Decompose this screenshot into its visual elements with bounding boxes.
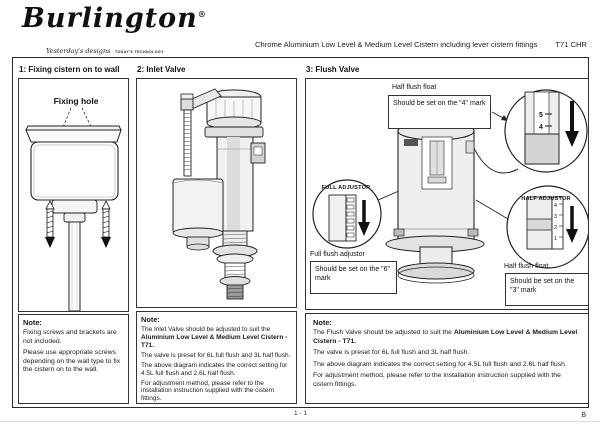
valve-latch xyxy=(404,139,418,146)
note-paragraph: The valve is preset for 6L full flush and 3L half flush. xyxy=(313,349,470,357)
cistern-body xyxy=(31,142,118,200)
note-paragraph: The Inlet Valve should be adjusted to suit the Aluminium Low Level & Medium Level Cistern - T71. xyxy=(141,326,288,349)
flush-valve-body xyxy=(394,117,478,243)
inlet-valve-diagram xyxy=(137,79,296,307)
panel1-diagram-box xyxy=(18,78,129,312)
valve-shank xyxy=(213,231,257,299)
cistern-lid xyxy=(26,130,121,142)
panel2-title: 2: Inlet Valve xyxy=(137,65,186,74)
panel2-note-box xyxy=(136,311,297,404)
flush-pipe xyxy=(69,222,80,311)
panel1-title: 1: Fixing cistern on to wall xyxy=(19,65,120,74)
float-edge xyxy=(525,134,559,164)
cistern-wall-fixing-diagram xyxy=(19,79,128,311)
brand-tagline: Yesterday's designs TODAY'S TECHNOLOGY xyxy=(46,47,164,55)
half-flush-float-bottom-note: Should be set on the "3" mark xyxy=(505,273,589,306)
panel2-diagram-box xyxy=(136,78,297,308)
model-code: T71 CHR xyxy=(555,40,587,49)
document-title: Chrome Aluminium Low Level & Medium Level Cistern including lever cistern fittings xyxy=(254,40,538,49)
flush-valve-base xyxy=(386,236,484,283)
scale-digit: 1 xyxy=(554,236,558,242)
note-paragraph: The above diagram indicates the correct setting for 4.5L full flush and 2.6L half flush. xyxy=(313,360,567,368)
scale-digit: 2 xyxy=(554,225,558,231)
page-number: 1 - 1 xyxy=(293,410,307,417)
fixing-hole-label: Fixing hole xyxy=(53,96,99,106)
full-flush-adjustor-note: Should be set on the "6" mark xyxy=(310,261,397,294)
panel3-note-box xyxy=(305,313,589,404)
brand-name: Burlington® xyxy=(22,3,207,34)
note-paragraph: Please use appropriate screws depending on the wall type to fix the cistern on to the wall. xyxy=(23,349,121,374)
scale-digit: 4 xyxy=(554,203,558,209)
scale-digit: 3 xyxy=(554,214,558,220)
float-body xyxy=(173,179,223,250)
document-header xyxy=(150,40,587,49)
panel1-note-box xyxy=(18,314,129,404)
scale-mark-5: 5 xyxy=(539,112,543,119)
note-paragraph: For adjustment method, please refer to the installation instruction supplied with the cistern fittings. xyxy=(141,379,275,403)
valve-column xyxy=(217,137,265,231)
note-paragraph: For adjustment method, please refer to the installation instruction supplied with the cistern fittings. xyxy=(313,372,561,388)
full-flush-adjustor-label: Full flush adjustor xyxy=(310,251,365,258)
half-adjustor-title: HALF ADJUSTOR xyxy=(521,196,571,202)
note-heading: Note: xyxy=(23,318,42,327)
note-heading: Note: xyxy=(141,315,160,324)
wall-screw-right xyxy=(101,201,111,248)
note-heading: Note: xyxy=(313,318,332,327)
half-flush-float-bottom-label: Half flush float xyxy=(504,263,549,270)
panel3-title: 3: Flush Valve xyxy=(306,65,360,74)
scan-edge-line xyxy=(0,421,600,422)
note-paragraph: The above diagram indicates the correct setting for 4.5L full flush and 2.6L half flush. xyxy=(141,361,288,377)
note-paragraph: The Flush Valve should be adjusted to suit the Aluminium Low Level & Medium Level Cistern - T71. xyxy=(313,329,578,345)
half-flush-float-magnifier xyxy=(505,90,587,172)
full-adjustor-title: FULL ADJUSTOR xyxy=(321,185,371,191)
half-flush-float-top-label: Half flush float xyxy=(392,84,437,91)
scale-mark-4: 4 xyxy=(539,124,543,131)
cistern-base xyxy=(52,200,97,213)
note-paragraph: The valve is preset for 6L full flush and 3L half flush. xyxy=(141,351,291,359)
half-flush-float-top-note: Should be set on the "4" mark xyxy=(388,95,491,129)
revision-letter: B xyxy=(581,412,586,419)
registered-trademark-icon: ® xyxy=(197,9,207,19)
wall-screw-left xyxy=(45,201,55,248)
note-paragraph: Fixing screws and brackets are not included. xyxy=(23,329,117,345)
